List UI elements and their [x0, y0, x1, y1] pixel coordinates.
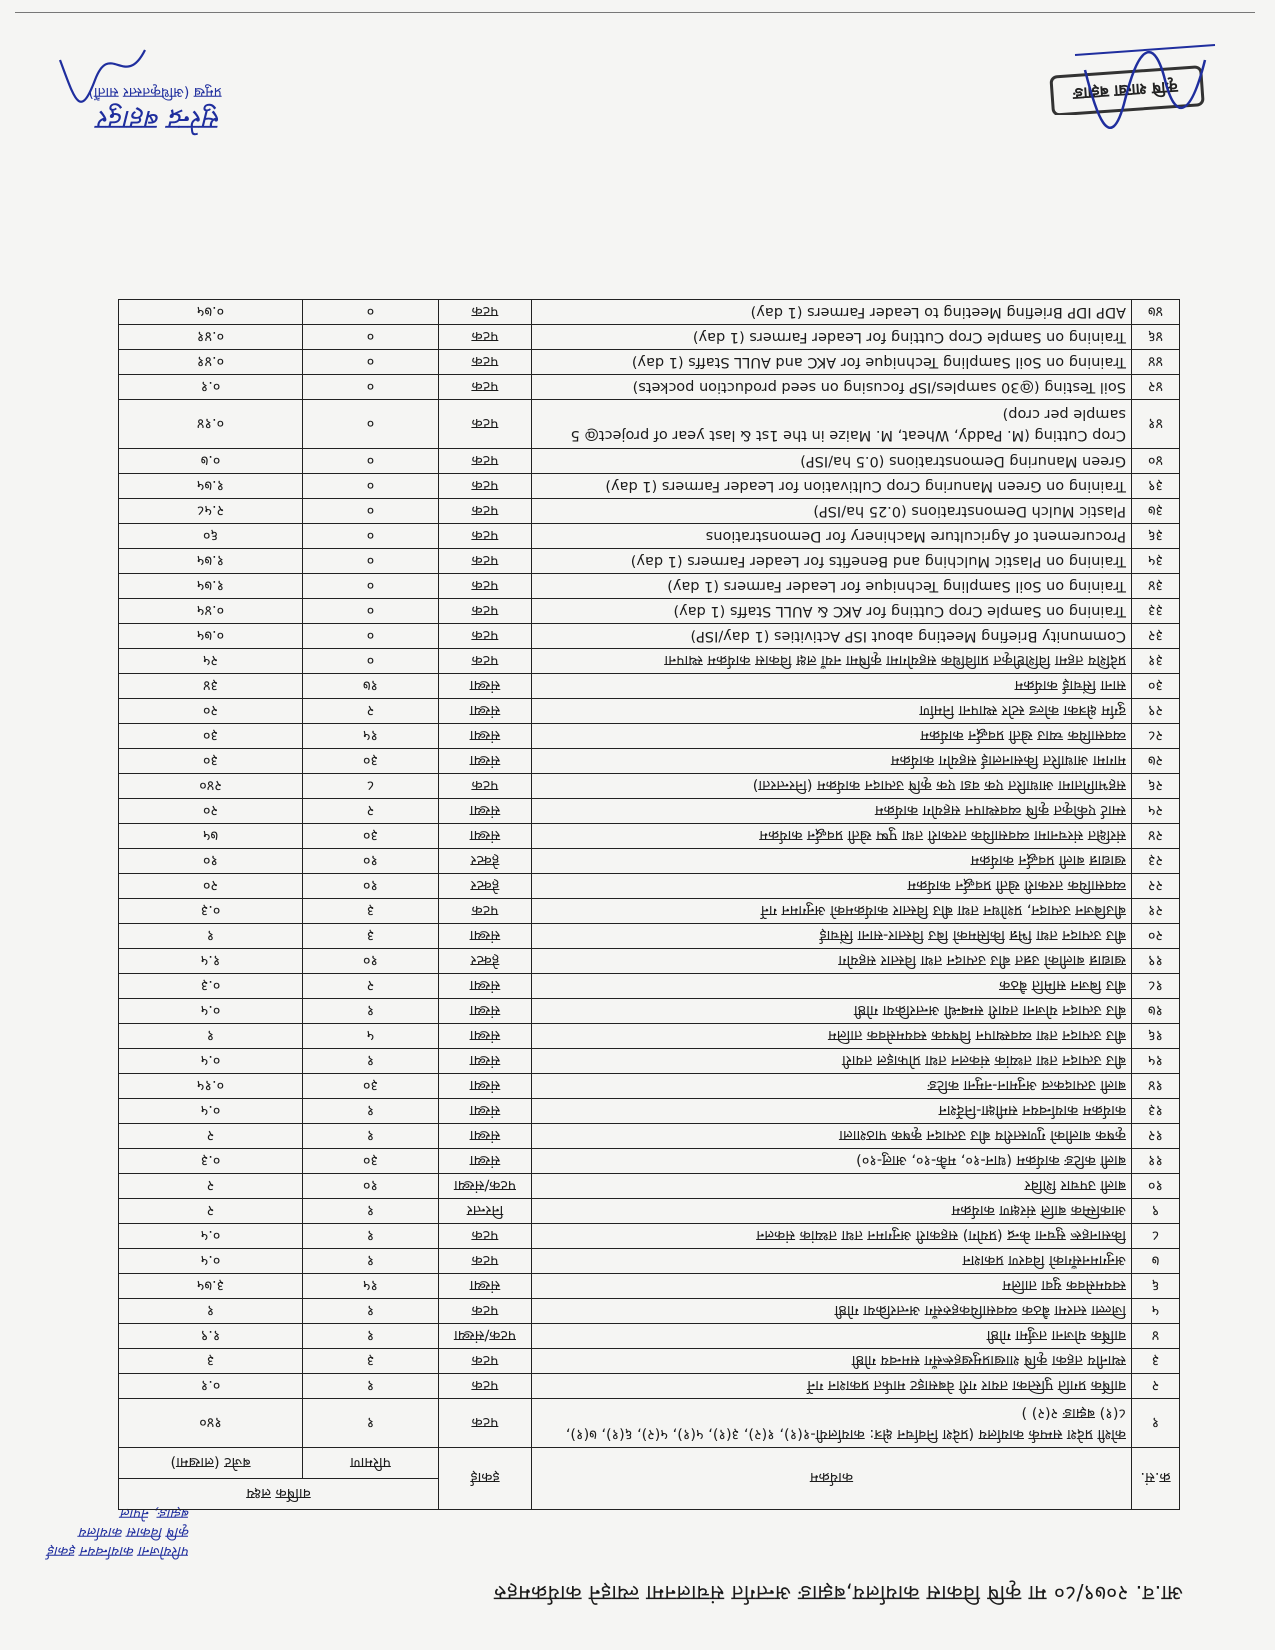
cell-quantity: ३० [303, 824, 439, 849]
cell-budget: ०.५ [119, 1224, 303, 1249]
cell-sn: ४७ [1132, 300, 1180, 325]
scan-edge-line [15, 12, 1255, 13]
cell-quantity: २ [303, 699, 439, 724]
cell-budget: १ [119, 1024, 303, 1049]
table-row [119, 1074, 1180, 1099]
table-row [119, 1374, 1180, 1399]
cell-budget: २ [119, 1199, 303, 1224]
cell-unit: संख्या [439, 1074, 532, 1099]
cell-quantity: १० [303, 949, 439, 974]
cell-program-name: बीउ उत्पादन तथा भिन्न किसिमको बिउ विस्तार-साना सिंचाई [532, 924, 1132, 949]
table-row [119, 899, 1180, 924]
cell-sn: २२ [1132, 874, 1180, 899]
signature-mark-right [25, 30, 275, 150]
table-row [119, 1324, 1180, 1349]
cell-budget: ०.४१ [119, 325, 303, 350]
cell-budget: १.७५ [119, 474, 303, 499]
cell-budget: ०.४१ [119, 350, 303, 375]
cell-sn: ४४ [1132, 350, 1180, 375]
table-row [119, 474, 1180, 499]
cell-budget: ३४ [119, 674, 303, 699]
cell-budget: ३० [119, 724, 303, 749]
cell-sn: १३ [1132, 1099, 1180, 1124]
cell-program-name: खाद्यान्न बाली प्रवर्द्धन कार्यक्रम [532, 849, 1132, 874]
table-row [119, 375, 1180, 400]
cell-unit: पटक [439, 599, 532, 624]
header-unit: इकाई [439, 1448, 532, 1510]
cell-quantity: ० [303, 474, 439, 499]
cell-sn: २७ [1132, 749, 1180, 774]
cell-sn: २० [1132, 924, 1180, 949]
office-stamp [40, 1503, 190, 1560]
cell-program-name: Training on Sample Crop Cutting for AKC & AULL Staffs (1 day) [532, 599, 1132, 624]
cell-quantity: १ [303, 1199, 439, 1224]
cell-budget: १४० [119, 1399, 303, 1448]
office-stamp-line: परियोजना कार्यान्वयन इकाई [48, 1543, 190, 1559]
cell-program-name: Crop Cutting (M. Paddy, Wheat, M. Maize in the 1st & last year of project@ 5 sample per crop) [532, 400, 1132, 449]
table-row [119, 1024, 1180, 1049]
cell-unit: संख्या [439, 1149, 532, 1174]
table-row [119, 499, 1180, 524]
cell-sn: ३ [1132, 1349, 1180, 1374]
cell-unit: पटक [439, 1224, 532, 1249]
cell-quantity: १५ [303, 724, 439, 749]
cell-budget: २.५८ [119, 499, 303, 524]
cell-quantity: ० [303, 300, 439, 325]
cell-quantity: ३० [303, 1149, 439, 1174]
cell-unit: पटक [439, 524, 532, 549]
cell-program-name: वार्षिक योजना तर्जुमा गोष्ठी [532, 1324, 1132, 1349]
table-row [119, 599, 1180, 624]
table-row [119, 999, 1180, 1024]
cell-quantity: ३ [303, 924, 439, 949]
cell-unit: पटक [439, 549, 532, 574]
cell-program-name: आकस्मिक बालि संरक्षण कार्यक्रम [532, 1199, 1132, 1224]
cell-budget: ०.४५ [119, 599, 303, 624]
cell-sn: ४० [1132, 449, 1180, 474]
cell-unit: संख्या [439, 974, 532, 999]
table-row [119, 874, 1180, 899]
cell-quantity: १७ [303, 674, 439, 699]
cell-budget: ०.१४ [119, 400, 303, 449]
cell-budget: ०.७ [119, 449, 303, 474]
table-row [119, 649, 1180, 674]
cell-program-name: स्मार्ट एकीकृत कृषि व्यवस्थापन सहयोग कार्यक्रम [532, 799, 1132, 824]
cell-quantity: १ [303, 1224, 439, 1249]
cell-quantity: १० [303, 874, 439, 899]
cell-budget: ०.५ [119, 999, 303, 1024]
table-row [119, 1349, 1180, 1374]
cell-quantity: १ [303, 1324, 439, 1349]
cell-program-name: संरक्षित संरचनामा व्यवसायिक तरकारी तथा पुष्प खेती प्रवर्द्धन कार्यक्रम [532, 824, 1132, 849]
cell-program-name: बीउ उत्पादन तथा व्यवस्थापन विषयक स्वयमसेवक तालिम [532, 1024, 1132, 1049]
cell-quantity: २ [303, 974, 439, 999]
cell-quantity: ० [303, 375, 439, 400]
cell-unit: संख्या [439, 749, 532, 774]
cell-budget: ०.५ [119, 1049, 303, 1074]
cell-sn: २१ [1132, 899, 1180, 924]
cell-program-name: बीउ उत्पादन योजना तयारी सम्बन्धी अन्तरक्रिया गोष्ठी [532, 999, 1132, 1024]
cell-sn: १८ [1132, 974, 1180, 999]
cell-budget: ०.३ [119, 974, 303, 999]
cell-sn: १ [1132, 1399, 1180, 1448]
cell-program-name: कोशी प्रदेश सम्पर्क कार्यालय (प्रदेश निर्वाचन क्षेत्र: कार्यालयी-१(१), १(२), ३(१), ५(१), ५(२), ६(१), ७(१), ८(१) बझाङ २(२) ) [532, 1399, 1132, 1448]
table-row [119, 549, 1180, 574]
signature-mark-left [1045, 30, 1235, 140]
cell-budget: २ [119, 1124, 303, 1149]
cell-budget: १.९ [119, 1324, 303, 1349]
cell-quantity: ५ [303, 1024, 439, 1049]
cell-quantity: १५ [303, 1274, 439, 1299]
cell-sn: १६ [1132, 1024, 1180, 1049]
cell-quantity: ८ [303, 774, 439, 799]
cell-quantity: ० [303, 524, 439, 549]
cell-unit: संख्या [439, 999, 532, 1024]
cell-budget: ०.१ [119, 1374, 303, 1399]
table-row [119, 974, 1180, 999]
cell-program-name: खाद्यान्न बालीको उन्नत बीउ उत्पादन तथा विस्तार सहयोग [532, 949, 1132, 974]
table-row [119, 1099, 1180, 1124]
cell-unit: संख्या [439, 1124, 532, 1149]
cell-budget: १ [119, 924, 303, 949]
cell-quantity: १ [303, 1249, 439, 1274]
cell-quantity: १० [303, 1174, 439, 1199]
cell-unit: हेक्टर [439, 949, 532, 974]
cell-unit: पटक [439, 899, 532, 924]
cell-sn: ३६ [1132, 524, 1180, 549]
cell-quantity: ३ [303, 1349, 439, 1374]
cell-budget: ३.७५ [119, 1274, 303, 1299]
cell-unit: पटक [439, 574, 532, 599]
cell-program-name: किसानहरू सुचना केन्द्र (प्रयोग) सहकारी अनुगमन तथा तथ्यांक संकलन [532, 1224, 1132, 1249]
cell-sn: ११ [1132, 1149, 1180, 1174]
cell-sn: ४२ [1132, 375, 1180, 400]
signatory-title: प्रमुख (अधिकृतस्तर सातौं) [88, 84, 222, 100]
table-row [119, 1174, 1180, 1199]
table-row [119, 524, 1180, 549]
cell-quantity: १ [303, 1374, 439, 1399]
cell-unit: पटक [439, 449, 532, 474]
cell-quantity: ० [303, 574, 439, 599]
cell-unit: पटक [439, 1399, 532, 1448]
cell-program-name: Training on Plastic Mulching and Benefits for Leader Farmers (1 day) [532, 549, 1132, 574]
cell-budget: ६० [119, 524, 303, 549]
cell-unit: पटक [439, 1349, 532, 1374]
cell-quantity: ० [303, 549, 439, 574]
table-row [119, 799, 1180, 824]
cell-budget: ०.१ [119, 375, 303, 400]
cell-budget: २४० [119, 774, 303, 799]
cell-program-name: बीउ बिजन समिति बैठक [532, 974, 1132, 999]
cell-budget: ३ [119, 1349, 303, 1374]
table-row [119, 1299, 1180, 1324]
header-budget: बजेट (लाखमा) [119, 1448, 303, 1479]
cell-budget: २० [119, 874, 303, 899]
cell-unit: संख्या [439, 1274, 532, 1299]
office-seal-text: कृषि शाखा बझाङ [1072, 77, 1179, 104]
table-row [119, 774, 1180, 799]
table-row [119, 350, 1180, 375]
cell-unit: पटक [439, 499, 532, 524]
table-row [119, 1249, 1180, 1274]
cell-quantity: १ [303, 1124, 439, 1149]
cell-budget: ३० [119, 749, 303, 774]
cell-sn: ३१ [1132, 649, 1180, 674]
cell-sn: १७ [1132, 999, 1180, 1024]
table-row [119, 724, 1180, 749]
table-row [119, 1149, 1180, 1174]
cell-program-name: मागमा आधारित किसानलाई सहयोग कार्यक्रम [532, 749, 1132, 774]
cell-program-name: व्यवसायिक च्याउ खेती प्रवर्द्धन कार्यक्रम [532, 724, 1132, 749]
cell-quantity: ३० [303, 1074, 439, 1099]
cell-program-name: कृषक बालीको गुणस्तरीय बीउ उत्पादन कृषक पाठशाला [532, 1124, 1132, 1149]
table-row [119, 1274, 1180, 1299]
table-row [119, 674, 1180, 699]
cell-program-name: प्रदेशिय तहमा विशिष्टीकृत प्राविधिक सहयोगमा कृषिमा नयाँ लक्ष विकास कार्यक्रम स्थापना [532, 649, 1132, 674]
cell-budget: ७५ [119, 824, 303, 849]
table-row [119, 1224, 1180, 1249]
cell-program-name: व्यवसायिक तरकारी खेती प्रवर्द्धन कार्यक्रम [532, 874, 1132, 899]
cell-unit: संख्या [439, 824, 532, 849]
cell-unit: पटक [439, 649, 532, 674]
cell-unit: संख्या [439, 1099, 532, 1124]
cell-unit: संख्या [439, 1024, 532, 1049]
cell-sn: ३४ [1132, 574, 1180, 599]
cell-budget: २० [119, 699, 303, 724]
cell-budget: १.७५ [119, 574, 303, 599]
cell-unit: संख्या [439, 724, 532, 749]
cell-unit: पटक [439, 1249, 532, 1274]
cell-quantity: ० [303, 624, 439, 649]
cell-budget: १० [119, 849, 303, 874]
cell-sn: ९ [1132, 1199, 1180, 1224]
table-row [119, 749, 1180, 774]
cell-unit: पटक [439, 400, 532, 449]
cell-program-name: दुर्गम क्षेत्रका कोल्ड स्टोर स्थापना निर्माण [532, 699, 1132, 724]
cell-unit: पटक [439, 350, 532, 375]
cell-quantity: ० [303, 599, 439, 624]
table-body [119, 300, 1180, 1448]
table-row [119, 824, 1180, 849]
cell-program-name: बाली उपचार शिविर [532, 1174, 1132, 1199]
cell-sn: २९ [1132, 699, 1180, 724]
cell-quantity: ० [303, 449, 439, 474]
cell-quantity: १ [303, 1049, 439, 1074]
header-quantity: परिमाण [303, 1448, 439, 1479]
table-row [119, 400, 1180, 449]
header-program: कार्यक्रम [532, 1448, 1132, 1510]
cell-sn: १४ [1132, 1074, 1180, 1099]
cell-sn: ४६ [1132, 325, 1180, 350]
cell-sn: २ [1132, 1374, 1180, 1399]
cell-unit: पटक [439, 774, 532, 799]
cell-program-name: स्वयमसेवक युवा तालिम [532, 1274, 1132, 1299]
cell-quantity: ० [303, 499, 439, 524]
cell-program-name: बाली कटिङ कार्यक्रम (धान-१०, मकै-१०, आलु-१०) [532, 1149, 1132, 1174]
cell-sn: २५ [1132, 799, 1180, 824]
table-row [119, 849, 1180, 874]
cell-budget: ०.५ [119, 1099, 303, 1124]
header-sn: क्र.सं. [1132, 1448, 1180, 1510]
cell-budget: ०.३ [119, 899, 303, 924]
cell-quantity: ३ [303, 899, 439, 924]
cell-program-name: स्थानीय तहका कृषि शाखाप्रमुखहरूसँग समन्वय गोष्ठी [532, 1349, 1132, 1374]
cell-sn: १९ [1132, 949, 1180, 974]
cell-program-name: Training on Green Manuring Crop Cultivation for Leader Farmers (1 day) [532, 474, 1132, 499]
cell-unit: पटक [439, 325, 532, 350]
cell-sn: ३५ [1132, 549, 1180, 574]
cell-unit: निरन्तर [439, 1199, 532, 1224]
program-table [118, 299, 1180, 1510]
cell-program-name: बीउबिजन उत्पादन, प्रशोधन तथा बीउ विस्तार कार्यक्रमको अनुगमन गर्ने [532, 899, 1132, 924]
cell-program-name: अनुगमनसँगको विवरण प्रकाशन [532, 1249, 1132, 1274]
cell-quantity: ० [303, 649, 439, 674]
cell-unit: पटक [439, 1299, 532, 1324]
cell-quantity: ० [303, 400, 439, 449]
table-row [119, 300, 1180, 325]
cell-sn: १० [1132, 1174, 1180, 1199]
cell-unit: पटक/संख्या [439, 1324, 532, 1349]
cell-program-name: जिल्ला स्तरमा बैठक व्यवसायिकहरुसँग अन्तरक्रिया गोष्ठी [532, 1299, 1132, 1324]
cell-unit: हेक्टर [439, 849, 532, 874]
table-header-row [119, 1479, 1180, 1510]
cell-sn: ७ [1132, 1249, 1180, 1274]
cell-program-name: बाली उत्पादकत्व अनुमान-नमुना कटिङ [532, 1074, 1132, 1099]
cell-quantity: १ [303, 1399, 439, 1448]
cell-unit: पटक/संख्या [439, 1174, 532, 1199]
cell-program-name: Training on Sample Crop Cutting for Leader Farmers (1 day) [532, 325, 1132, 350]
cell-quantity: ० [303, 325, 439, 350]
table-row [119, 1399, 1180, 1448]
table-row [119, 1124, 1180, 1149]
cell-sn: ३९ [1132, 474, 1180, 499]
cell-sn: ३२ [1132, 624, 1180, 649]
office-stamp-line: कृषि विकास कार्यालय [79, 1524, 190, 1540]
cell-quantity: १ [303, 1299, 439, 1324]
cell-sn: ८ [1132, 1224, 1180, 1249]
cell-unit: पटक [439, 300, 532, 325]
cell-sn: २८ [1132, 724, 1180, 749]
cell-sn: २६ [1132, 774, 1180, 799]
cell-program-name: साना सिंचाई कार्यक्रम [532, 674, 1132, 699]
table-row [119, 924, 1180, 949]
cell-budget: १.५ [119, 949, 303, 974]
cell-program-name: बीउ उत्पादन तथा तथ्यांक संकलन तथा प्रोफाइल तयारी [532, 1049, 1132, 1074]
cell-unit: संख्या [439, 1049, 532, 1074]
cell-unit: संख्या [439, 924, 532, 949]
cell-budget: ०.१५ [119, 1074, 303, 1099]
signatory-name: सुरेन्द्र बहादुर [98, 104, 222, 135]
page-title: आ.व. २०७९/८० मा कृषि विकास कार्यालय,बझाङ अन्तर्गत संचालनमा ल्याइने कार्यक्रमहरु [493, 1581, 1183, 1605]
cell-sn: ३७ [1132, 499, 1180, 524]
cell-unit: पटक [439, 375, 532, 400]
table-row [119, 449, 1180, 474]
cell-quantity: १ [303, 999, 439, 1024]
cell-budget: ०.७५ [119, 624, 303, 649]
cell-unit: संख्या [439, 799, 532, 824]
table-row [119, 574, 1180, 599]
cell-budget: २ [119, 1174, 303, 1199]
cell-budget: ०.७५ [119, 300, 303, 325]
cell-quantity: १० [303, 849, 439, 874]
table-row [119, 624, 1180, 649]
cell-program-name: ADP IDP Briefing Meeting to Leader Farmers (1 day) [532, 300, 1132, 325]
table-row [119, 1199, 1180, 1224]
cell-sn: ४ [1132, 1324, 1180, 1349]
cell-budget: १.७५ [119, 549, 303, 574]
table-row [119, 325, 1180, 350]
cell-sn: २३ [1132, 849, 1180, 874]
cell-unit: पटक [439, 474, 532, 499]
cell-program-name: Community Briefing Meeting about ISP Activities (1 day/ISP) [532, 624, 1132, 649]
cell-program-name: कार्यक्रम कार्यान्वयन समीक्षा-निर्देशन [532, 1099, 1132, 1124]
cell-program-name: Training on Soil Sampling Technique for Leader Farmers (1 day) [532, 574, 1132, 599]
cell-quantity: १ [303, 1099, 439, 1124]
cell-program-name: Soil Testing (@30 samples/ISP focusing on seed production pockets) [532, 375, 1132, 400]
cell-budget: ०.३ [119, 1149, 303, 1174]
cell-program-name: वार्षिक प्रगति पुस्तिका तयार गरी वेबसाइट मार्फत प्रकाशन गर्ने [532, 1374, 1132, 1399]
cell-program-name: Training on Soil Sampling Technique for AKC and AULL Staffs (1 day) [532, 350, 1132, 375]
cell-budget: ०.५ [119, 1249, 303, 1274]
cell-quantity: ० [303, 350, 439, 375]
cell-budget: १ [119, 1299, 303, 1324]
cell-unit: हेक्टर [439, 874, 532, 899]
cell-sn: ४१ [1132, 400, 1180, 449]
cell-unit: संख्या [439, 699, 532, 724]
header-annual-target: वार्षिक लक्ष्य [119, 1479, 439, 1510]
cell-unit: पटक [439, 624, 532, 649]
cell-budget: २५ [119, 649, 303, 674]
cell-sn: २४ [1132, 824, 1180, 849]
table-row [119, 1049, 1180, 1074]
cell-sn: ३० [1132, 674, 1180, 699]
cell-budget: २० [119, 799, 303, 824]
cell-sn: ६ [1132, 1274, 1180, 1299]
table-row [119, 949, 1180, 974]
cell-program-name: सहभागितामा आधारित एक वडा एक कृषि उत्पादन कार्यक्रम (निरन्तरता) [532, 774, 1132, 799]
cell-unit: संख्या [439, 674, 532, 699]
cell-sn: १५ [1132, 1049, 1180, 1074]
cell-sn: ३३ [1132, 599, 1180, 624]
cell-program-name: Procurement of Agriculture Machinery for Demonstrations [532, 524, 1132, 549]
cell-quantity: २ [303, 799, 439, 824]
table-row [119, 699, 1180, 724]
cell-program-name: Green Manuring Demonstrations (0.5 ha/ISP) [532, 449, 1132, 474]
cell-sn: ५ [1132, 1299, 1180, 1324]
cell-quantity: ३० [303, 749, 439, 774]
office-stamp-line: बझाङ, नेपाल [121, 1505, 190, 1521]
cell-sn: १२ [1132, 1124, 1180, 1149]
cell-unit: पटक [439, 1374, 532, 1399]
cell-program-name: Plastic Mulch Demonstrations (0.25 ha/ISP) [532, 499, 1132, 524]
